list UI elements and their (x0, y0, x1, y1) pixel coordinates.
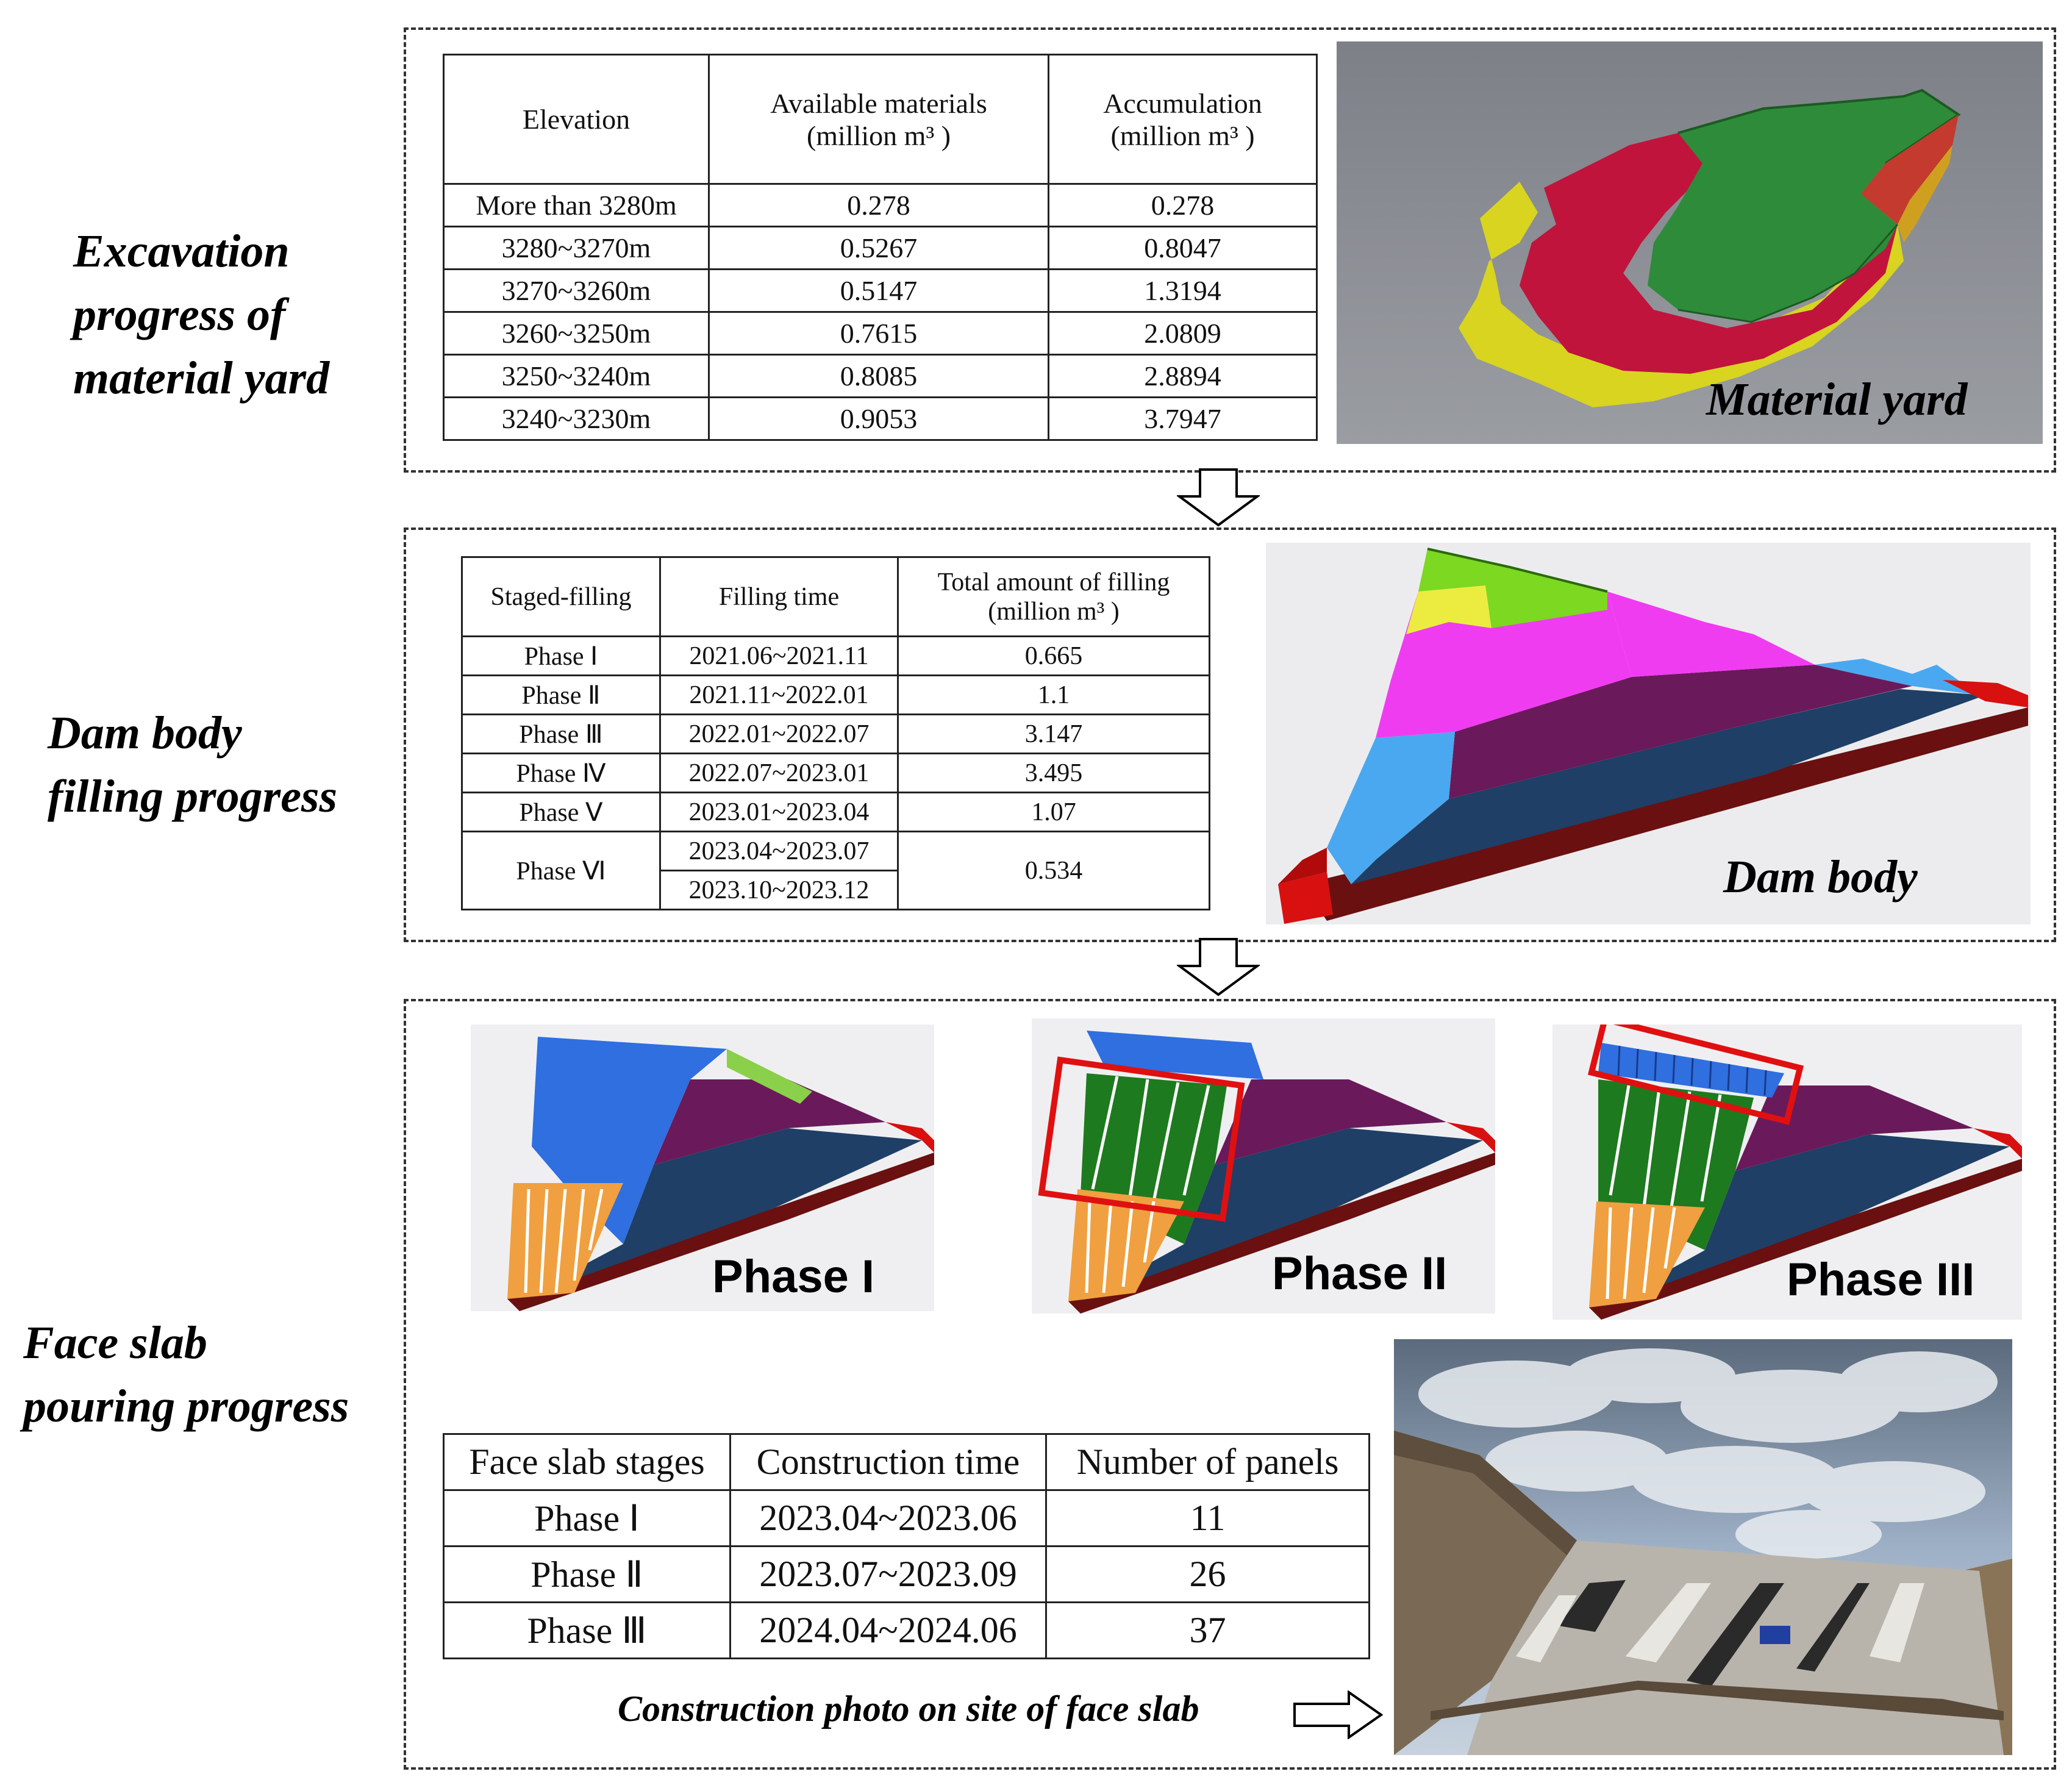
table-cell: 2023.07~2023.09 (731, 1547, 1046, 1603)
table-cell: Phase Ⅳ (462, 754, 660, 793)
table-row (444, 398, 1317, 440)
table-cell: Phase Ⅱ (444, 1547, 731, 1603)
table-cell: 3240~3230m (444, 398, 709, 440)
table-row (462, 676, 1210, 715)
dam-body-table (461, 556, 1210, 910)
right-arrow-icon (1293, 1690, 1383, 1739)
table-row (462, 793, 1210, 832)
table-cell: 2021.11~2022.01 (660, 676, 898, 715)
table-cell: 3.147 (898, 715, 1210, 754)
table-cell: 3.495 (898, 754, 1210, 793)
table-cell: 2023.04~2023.07 (660, 832, 898, 871)
face-slab-title: Face slab pouring progress (23, 1317, 349, 1432)
table-cell: 2.8894 (1049, 355, 1317, 398)
table-row (462, 715, 1210, 754)
excavation-header-elevation: Elevation (444, 55, 709, 184)
table-cell: More than 3280m (444, 184, 709, 227)
down-arrow-icon (1177, 468, 1260, 527)
table-cell: 1.3194 (1049, 270, 1317, 312)
down-arrow-icon (1177, 938, 1260, 996)
dam-header-staged: Staged-filling (462, 557, 660, 637)
table-cell: 0.5267 (709, 227, 1049, 270)
table-cell: Phase Ⅲ (462, 715, 660, 754)
table-cell: 1.1 (898, 676, 1210, 715)
face-header-stages: Face slab stages (444, 1434, 731, 1490)
table-cell: 2022.07~2023.01 (660, 754, 898, 793)
table-row (444, 312, 1317, 355)
table-cell: 2023.10~2023.12 (660, 871, 898, 910)
table-cell: 3250~3240m (444, 355, 709, 398)
face-header-panels: Number of panels (1046, 1434, 1370, 1490)
table-cell: 0.9053 (709, 398, 1049, 440)
table-row (444, 270, 1317, 312)
table-row (444, 1547, 1370, 1603)
table-row (444, 184, 1317, 227)
photo-caption: Construction photo on site of face slab (618, 1689, 1199, 1729)
table-cell: Phase Ⅰ (444, 1490, 731, 1547)
face-header-time: Construction time (731, 1434, 1046, 1490)
dam-header-amount: Total amount of filling (million m³ ) (898, 557, 1210, 637)
table-cell: 0.5147 (709, 270, 1049, 312)
table-cell: 3.7947 (1049, 398, 1317, 440)
phase-1-label: Phase I (712, 1251, 875, 1303)
table-cell: 3280~3270m (444, 227, 709, 270)
table-row (462, 754, 1210, 793)
table-cell: 1.07 (898, 793, 1210, 832)
excavation-title: Excavation progress of material yard (73, 226, 330, 404)
table-row (462, 637, 1210, 676)
table-row (444, 355, 1317, 398)
table-cell: Phase Ⅴ (462, 793, 660, 832)
table-cell: 3260~3250m (444, 312, 709, 355)
material-yard-caption: Material yard (1706, 374, 1968, 425)
table-cell: 26 (1046, 1547, 1370, 1603)
table-cell: 37 (1046, 1603, 1370, 1659)
table-cell: 0.665 (898, 637, 1210, 676)
table-cell: 2023.01~2023.04 (660, 793, 898, 832)
table-cell: 0.8085 (709, 355, 1049, 398)
table-cell: 0.7615 (709, 312, 1049, 355)
excavation-header-accumulation: Accumulation (million m³ ) (1049, 55, 1317, 184)
table-cell: 2021.06~2021.11 (660, 637, 898, 676)
excavation-table (443, 54, 1318, 441)
dam-header-time: Filling time (660, 557, 898, 637)
phase-3-label: Phase III (1787, 1254, 1975, 1306)
table-cell: 0.534 (898, 832, 1210, 910)
table-row (462, 832, 1210, 871)
table-cell: 11 (1046, 1490, 1370, 1547)
table-cell: 2024.04~2024.06 (731, 1603, 1046, 1659)
table-cell: 3270~3260m (444, 270, 709, 312)
table-cell: 0.8047 (1049, 227, 1317, 270)
table-cell: Phase Ⅲ (444, 1603, 731, 1659)
table-cell: 2023.04~2023.06 (731, 1490, 1046, 1547)
table-cell: Phase Ⅵ (462, 832, 660, 910)
dam-body-caption: Dam body (1723, 851, 1918, 903)
excavation-header-available: Available materials (million m³ ) (709, 55, 1049, 184)
construction-photo (1394, 1339, 2012, 1755)
table-cell: 0.278 (1049, 184, 1317, 227)
table-row (444, 227, 1317, 270)
table-cell: Phase Ⅰ (462, 637, 660, 676)
table-cell: 2022.01~2022.07 (660, 715, 898, 754)
face-slab-table (443, 1433, 1370, 1659)
table-cell: Phase Ⅱ (462, 676, 660, 715)
phase-2-label: Phase II (1272, 1248, 1448, 1300)
table-cell: 2.0809 (1049, 312, 1317, 355)
dam-body-title: Dam body filling progress (48, 707, 338, 822)
table-row (444, 1603, 1370, 1659)
table-row (444, 1490, 1370, 1547)
table-cell: 0.278 (709, 184, 1049, 227)
